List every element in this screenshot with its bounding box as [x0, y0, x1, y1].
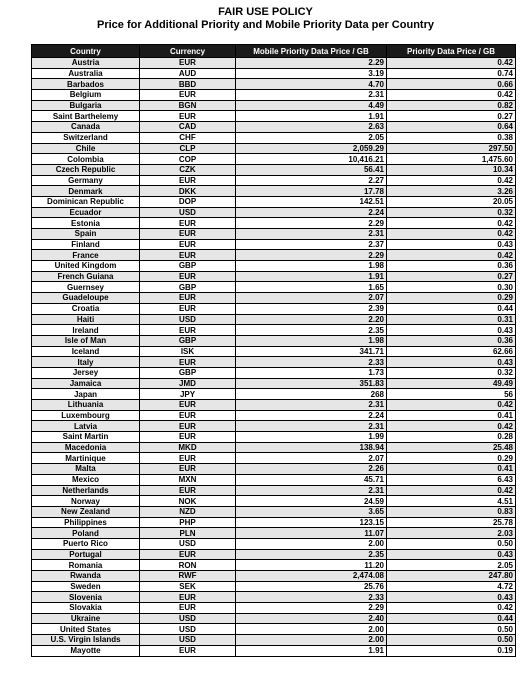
priority-price-cell: 0.42 [387, 421, 516, 432]
currency-cell: EUR [140, 357, 236, 368]
mobile-priority-price-cell: 1.99 [236, 432, 387, 443]
table-row [32, 517, 516, 528]
priority-price-cell: 0.50 [387, 538, 516, 549]
table-row [32, 603, 516, 614]
currency-cell: GBP [140, 367, 236, 378]
currency-cell: CLP [140, 143, 236, 154]
country-cell: Czech Republic [32, 164, 140, 175]
currency-cell: JMD [140, 378, 236, 389]
table-row [32, 485, 516, 496]
mobile-priority-price-cell: 142.51 [236, 196, 387, 207]
mobile-priority-price-cell: 2.20 [236, 314, 387, 325]
country-cell: Belgium [32, 90, 140, 101]
priority-price-cell: 297.50 [387, 143, 516, 154]
mobile-priority-price-cell: 2.31 [236, 485, 387, 496]
mobile-priority-price-cell: 2.05 [236, 132, 387, 143]
country-cell: Iceland [32, 346, 140, 357]
table-row [32, 581, 516, 592]
table-row [32, 90, 516, 101]
mobile-priority-price-cell: 2.40 [236, 613, 387, 624]
priority-price-cell: 25.48 [387, 442, 516, 453]
table-row [32, 164, 516, 175]
mobile-priority-price-cell: 4.70 [236, 79, 387, 90]
table-row [32, 367, 516, 378]
table-row [32, 132, 516, 143]
mobile-priority-price-cell: 25.76 [236, 581, 387, 592]
table-row [32, 186, 516, 197]
country-cell: Saint Barthelemy [32, 111, 140, 122]
priority-price-cell: 0.64 [387, 122, 516, 133]
priority-price-cell: 0.44 [387, 303, 516, 314]
table-row [32, 549, 516, 560]
table-row [32, 293, 516, 304]
priority-price-cell: 0.41 [387, 410, 516, 421]
priority-price-cell: 4.72 [387, 581, 516, 592]
table-row [32, 624, 516, 635]
currency-cell: EUR [140, 549, 236, 560]
country-cell: Luxembourg [32, 410, 140, 421]
currency-cell: RON [140, 560, 236, 571]
currency-cell: GBP [140, 261, 236, 272]
country-cell: Martinique [32, 453, 140, 464]
mobile-priority-price-cell: 2.33 [236, 357, 387, 368]
country-cell: Jamaica [32, 378, 140, 389]
country-cell: Jersey [32, 367, 140, 378]
country-cell: Italy [32, 357, 140, 368]
priority-price-cell: 1,475.60 [387, 154, 516, 165]
mobile-priority-price-cell: 2.37 [236, 239, 387, 250]
table-row [32, 250, 516, 261]
mobile-priority-price-cell: 2.31 [236, 229, 387, 240]
country-cell: Germany [32, 175, 140, 186]
country-cell: France [32, 250, 140, 261]
country-cell: New Zealand [32, 506, 140, 517]
currency-cell: EUR [140, 645, 236, 656]
priority-price-cell: 0.42 [387, 400, 516, 411]
priority-price-cell: 0.42 [387, 58, 516, 69]
country-cell: Netherlands [32, 485, 140, 496]
mobile-priority-price-cell: 268 [236, 389, 387, 400]
mobile-priority-price-cell: 2.33 [236, 592, 387, 603]
currency-cell: CHF [140, 132, 236, 143]
priority-price-cell: 0.42 [387, 90, 516, 101]
table-row [32, 218, 516, 229]
priority-price-cell: 2.03 [387, 528, 516, 539]
country-cell: Canada [32, 122, 140, 133]
priority-price-cell: 0.32 [387, 207, 516, 218]
mobile-priority-price-cell: 3.65 [236, 506, 387, 517]
priority-price-cell: 0.83 [387, 506, 516, 517]
priority-price-cell: 0.50 [387, 635, 516, 646]
mobile-priority-price-cell: 2.29 [236, 218, 387, 229]
priority-price-cell: 0.42 [387, 175, 516, 186]
priority-price-cell: 0.19 [387, 645, 516, 656]
priority-price-cell: 0.43 [387, 325, 516, 336]
priority-price-cell: 0.32 [387, 367, 516, 378]
table-row [32, 613, 516, 624]
table-row [32, 58, 516, 69]
currency-cell: EUR [140, 432, 236, 443]
priority-price-cell: 0.42 [387, 250, 516, 261]
country-cell: United Kingdom [32, 261, 140, 272]
priority-price-cell: 247.80 [387, 571, 516, 582]
table-row [32, 506, 516, 517]
currency-cell: EUR [140, 293, 236, 304]
country-cell: Puerto Rico [32, 538, 140, 549]
column-header-country: Country [32, 45, 140, 58]
currency-cell: EUR [140, 218, 236, 229]
priority-price-cell: 0.42 [387, 603, 516, 614]
currency-cell: JPY [140, 389, 236, 400]
currency-cell: EUR [140, 400, 236, 411]
table-row [32, 207, 516, 218]
mobile-priority-price-cell: 2.00 [236, 635, 387, 646]
priority-price-cell: 0.27 [387, 111, 516, 122]
priority-price-cell: 0.29 [387, 293, 516, 304]
mobile-priority-price-cell: 1.91 [236, 111, 387, 122]
currency-cell: EUR [140, 58, 236, 69]
table-row [32, 239, 516, 250]
currency-cell: EUR [140, 90, 236, 101]
currency-cell: EUR [140, 250, 236, 261]
mobile-priority-price-cell: 10,416.21 [236, 154, 387, 165]
currency-cell: EUR [140, 239, 236, 250]
priority-price-cell: 0.36 [387, 335, 516, 346]
currency-cell: EUR [140, 271, 236, 282]
country-cell: Poland [32, 528, 140, 539]
country-cell: Romania [32, 560, 140, 571]
mobile-priority-price-cell: 2.07 [236, 453, 387, 464]
priority-price-cell: 0.27 [387, 271, 516, 282]
country-cell: Austria [32, 58, 140, 69]
currency-cell: EUR [140, 410, 236, 421]
currency-cell: NOK [140, 496, 236, 507]
table-row [32, 314, 516, 325]
currency-cell: USD [140, 207, 236, 218]
table-row [32, 571, 516, 582]
mobile-priority-price-cell: 17.78 [236, 186, 387, 197]
currency-cell: DOP [140, 196, 236, 207]
table-row [32, 410, 516, 421]
mobile-priority-price-cell: 2.00 [236, 538, 387, 549]
mobile-priority-price-cell: 4.49 [236, 100, 387, 111]
table-row [32, 421, 516, 432]
currency-cell: AUD [140, 68, 236, 79]
currency-cell: NZD [140, 506, 236, 517]
country-cell: Spain [32, 229, 140, 240]
country-cell: Mayotte [32, 645, 140, 656]
country-cell: Mexico [32, 474, 140, 485]
country-cell: Haiti [32, 314, 140, 325]
mobile-priority-price-cell: 2.35 [236, 325, 387, 336]
country-cell: Slovakia [32, 603, 140, 614]
priority-price-cell: 0.43 [387, 357, 516, 368]
priority-price-cell: 62.66 [387, 346, 516, 357]
mobile-priority-price-cell: 45.71 [236, 474, 387, 485]
priority-price-cell: 3.26 [387, 186, 516, 197]
table-row [32, 592, 516, 603]
table-row [32, 143, 516, 154]
currency-cell: EUR [140, 485, 236, 496]
mobile-priority-price-cell: 11.07 [236, 528, 387, 539]
priority-price-cell: 0.29 [387, 453, 516, 464]
currency-cell: EUR [140, 592, 236, 603]
country-cell: Estonia [32, 218, 140, 229]
table-row [32, 175, 516, 186]
priority-price-cell: 0.30 [387, 282, 516, 293]
currency-cell: CZK [140, 164, 236, 175]
country-cell: Switzerland [32, 132, 140, 143]
mobile-priority-price-cell: 2,059.29 [236, 143, 387, 154]
currency-cell: DKK [140, 186, 236, 197]
priority-price-cell: 25.78 [387, 517, 516, 528]
country-cell: Latvia [32, 421, 140, 432]
page-subtitle: Price for Additional Priority and Mobile Priority Data per Country [97, 19, 434, 31]
mobile-priority-price-cell: 11.20 [236, 560, 387, 571]
mobile-priority-price-cell: 138.94 [236, 442, 387, 453]
table-row [32, 154, 516, 165]
table-row [32, 357, 516, 368]
table-row [32, 645, 516, 656]
currency-cell: USD [140, 635, 236, 646]
currency-cell: COP [140, 154, 236, 165]
country-cell: Ecuador [32, 207, 140, 218]
table-row [32, 335, 516, 346]
column-header-currency: Currency [140, 45, 236, 58]
priority-price-cell: 0.50 [387, 624, 516, 635]
page-title: FAIR USE POLICY [218, 6, 313, 18]
country-cell: Ukraine [32, 613, 140, 624]
table-row [32, 560, 516, 571]
priority-price-cell: 10.34 [387, 164, 516, 175]
priority-price-cell: 0.43 [387, 239, 516, 250]
priority-price-cell: 0.66 [387, 79, 516, 90]
table-row [32, 496, 516, 507]
country-cell: Colombia [32, 154, 140, 165]
mobile-priority-price-cell: 1.91 [236, 645, 387, 656]
table-row [32, 432, 516, 443]
currency-cell: BBD [140, 79, 236, 90]
country-cell: U.S. Virgin Islands [32, 635, 140, 646]
currency-cell: CAD [140, 122, 236, 133]
currency-cell: EUR [140, 453, 236, 464]
country-cell: Saint Martin [32, 432, 140, 443]
country-cell: French Guiana [32, 271, 140, 282]
currency-cell: EUR [140, 464, 236, 475]
country-cell: Guernsey [32, 282, 140, 293]
table-row [32, 474, 516, 485]
currency-cell: GBP [140, 335, 236, 346]
currency-cell: GBP [140, 282, 236, 293]
country-cell: Denmark [32, 186, 140, 197]
currency-cell: EUR [140, 303, 236, 314]
country-cell: Australia [32, 68, 140, 79]
priority-price-cell: 0.74 [387, 68, 516, 79]
currency-cell: PLN [140, 528, 236, 539]
mobile-priority-price-cell: 2.24 [236, 410, 387, 421]
priority-price-cell: 0.31 [387, 314, 516, 325]
mobile-priority-price-cell: 3.19 [236, 68, 387, 79]
page-header [0, 0, 531, 32]
mobile-priority-price-cell: 1.98 [236, 261, 387, 272]
priority-price-cell: 6.43 [387, 474, 516, 485]
currency-cell: BGN [140, 100, 236, 111]
mobile-priority-price-cell: 123.15 [236, 517, 387, 528]
currency-cell: EUR [140, 229, 236, 240]
table-row [32, 378, 516, 389]
table-row [32, 538, 516, 549]
country-cell: Chile [32, 143, 140, 154]
mobile-priority-price-cell: 56.41 [236, 164, 387, 175]
table-row [32, 271, 516, 282]
mobile-priority-price-cell: 2.24 [236, 207, 387, 218]
priority-price-cell: 0.43 [387, 549, 516, 560]
priority-price-cell: 2.05 [387, 560, 516, 571]
mobile-priority-price-cell: 2.31 [236, 421, 387, 432]
priority-price-cell: 0.41 [387, 464, 516, 475]
country-cell: Guadeloupe [32, 293, 140, 304]
country-cell: Macedonia [32, 442, 140, 453]
country-cell: Lithuania [32, 400, 140, 411]
currency-cell: SEK [140, 581, 236, 592]
mobile-priority-price-cell: 2.35 [236, 549, 387, 560]
table-row [32, 346, 516, 357]
priority-price-cell: 0.82 [387, 100, 516, 111]
table-row [32, 196, 516, 207]
priority-price-cell: 0.43 [387, 592, 516, 603]
country-cell: Ireland [32, 325, 140, 336]
mobile-priority-price-cell: 351.83 [236, 378, 387, 389]
table-row [32, 325, 516, 336]
mobile-priority-price-cell: 1.91 [236, 271, 387, 282]
table-row [32, 464, 516, 475]
mobile-priority-price-cell: 2.27 [236, 175, 387, 186]
priority-price-cell: 0.42 [387, 485, 516, 496]
country-cell: Isle of Man [32, 335, 140, 346]
currency-cell: EUR [140, 421, 236, 432]
currency-cell: MKD [140, 442, 236, 453]
mobile-priority-price-cell: 1.73 [236, 367, 387, 378]
priority-price-cell: 49.49 [387, 378, 516, 389]
mobile-priority-price-cell: 2.29 [236, 250, 387, 261]
table-row [32, 261, 516, 272]
mobile-priority-price-cell: 2.29 [236, 58, 387, 69]
mobile-priority-price-cell: 2.29 [236, 603, 387, 614]
country-cell: Finland [32, 239, 140, 250]
column-header-priority-price: Priority Data Price / GB [387, 45, 516, 58]
table-row [32, 303, 516, 314]
currency-cell: EUR [140, 325, 236, 336]
currency-cell: EUR [140, 111, 236, 122]
mobile-priority-price-cell: 1.98 [236, 335, 387, 346]
priority-price-cell: 4.51 [387, 496, 516, 507]
priority-price-cell: 0.38 [387, 132, 516, 143]
priority-price-cell: 20.05 [387, 196, 516, 207]
mobile-priority-price-cell: 24.59 [236, 496, 387, 507]
table-row [32, 389, 516, 400]
mobile-priority-price-cell: 2.31 [236, 400, 387, 411]
country-cell: Dominican Republic [32, 196, 140, 207]
table-row [32, 635, 516, 646]
table-row [32, 122, 516, 133]
column-header-mobile-priority-price: Mobile Priority Data Price / GB [236, 45, 387, 58]
priority-price-cell: 0.42 [387, 218, 516, 229]
currency-cell: USD [140, 624, 236, 635]
country-cell: United States [32, 624, 140, 635]
country-cell: Portugal [32, 549, 140, 560]
table-body [32, 58, 516, 657]
table-row [32, 453, 516, 464]
currency-cell: RWF [140, 571, 236, 582]
country-cell: Philippines [32, 517, 140, 528]
mobile-priority-price-cell: 2,474.08 [236, 571, 387, 582]
mobile-priority-price-cell: 341.71 [236, 346, 387, 357]
mobile-priority-price-cell: 1.65 [236, 282, 387, 293]
table-row [32, 282, 516, 293]
currency-cell: USD [140, 613, 236, 624]
table-row [32, 528, 516, 539]
country-cell: Norway [32, 496, 140, 507]
country-cell: Bulgaria [32, 100, 140, 111]
country-cell: Croatia [32, 303, 140, 314]
mobile-priority-price-cell: 2.39 [236, 303, 387, 314]
country-cell: Malta [32, 464, 140, 475]
currency-cell: EUR [140, 175, 236, 186]
mobile-priority-price-cell: 2.26 [236, 464, 387, 475]
table-row [32, 400, 516, 411]
priority-price-cell: 0.44 [387, 613, 516, 624]
table-row [32, 79, 516, 90]
currency-cell: USD [140, 538, 236, 549]
country-cell: Japan [32, 389, 140, 400]
table-row [32, 229, 516, 240]
priority-price-cell: 0.36 [387, 261, 516, 272]
currency-cell: PHP [140, 517, 236, 528]
table-row [32, 100, 516, 111]
mobile-priority-price-cell: 2.00 [236, 624, 387, 635]
mobile-priority-price-cell: 2.07 [236, 293, 387, 304]
country-cell: Slovenia [32, 592, 140, 603]
country-cell: Rwanda [32, 571, 140, 582]
currency-cell: USD [140, 314, 236, 325]
mobile-priority-price-cell: 2.63 [236, 122, 387, 133]
currency-cell: EUR [140, 603, 236, 614]
table-row [32, 68, 516, 79]
priority-price-cell: 56 [387, 389, 516, 400]
price-table [31, 44, 516, 657]
table-row [32, 111, 516, 122]
country-cell: Sweden [32, 581, 140, 592]
priority-price-cell: 0.28 [387, 432, 516, 443]
priority-price-cell: 0.42 [387, 229, 516, 240]
table-row [32, 442, 516, 453]
table-header-row [32, 45, 516, 58]
country-cell: Barbados [32, 79, 140, 90]
currency-cell: ISK [140, 346, 236, 357]
currency-cell: MXN [140, 474, 236, 485]
mobile-priority-price-cell: 2.31 [236, 90, 387, 101]
